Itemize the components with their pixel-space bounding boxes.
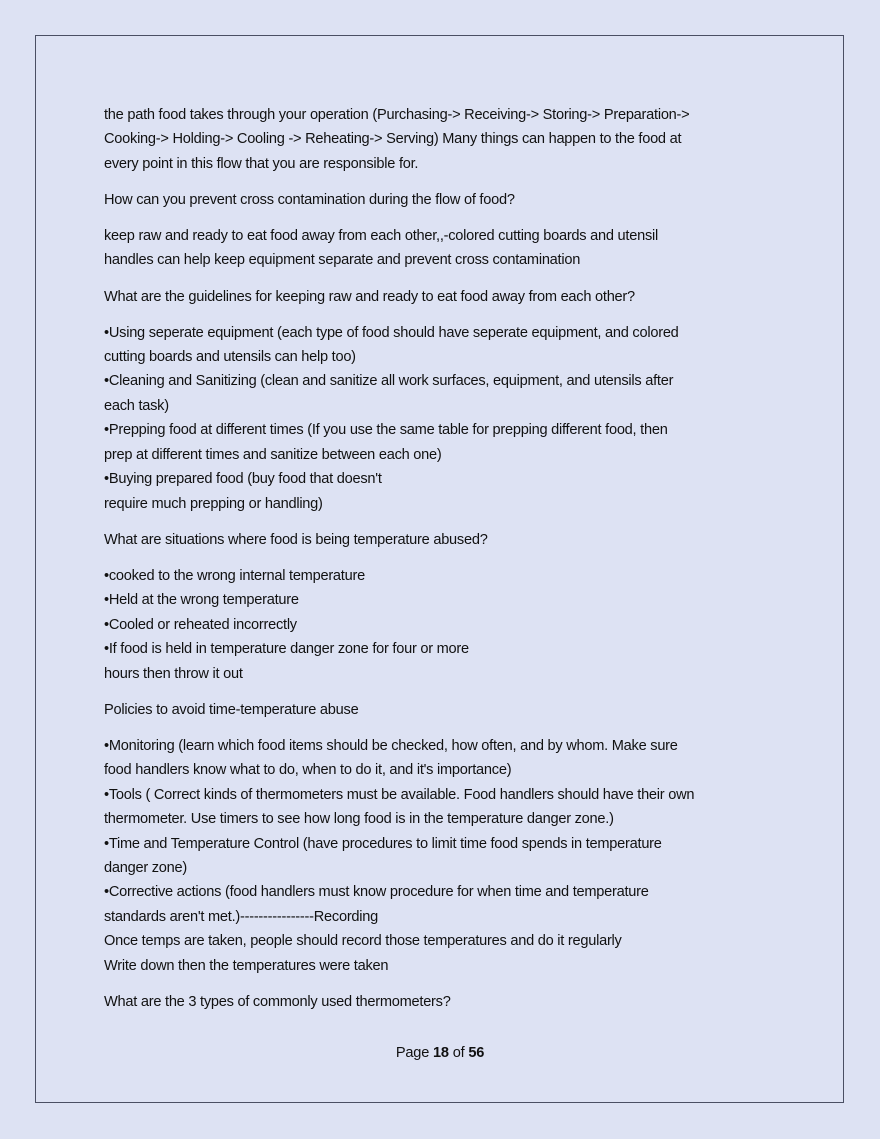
text-line: •Prepping food at different times (If you use the same table for prepping different food, then xyxy=(104,422,668,439)
text-line: Write down then the temperatures were taken xyxy=(104,957,389,974)
text-line: every point in this flow that you are responsible for. xyxy=(104,155,419,172)
text-line: How can you prevent cross contamination during the flow of food? xyxy=(104,191,515,208)
paragraph xyxy=(104,734,804,979)
text-line: the path food takes through your operation (Purchasing-> Receiving-> Storing-> Preparation-> xyxy=(104,107,690,123)
text-line: food handlers know what to do, when to do it, and it's importance) xyxy=(104,762,512,779)
paragraph xyxy=(104,528,804,552)
text-line: •Cooled or reheated incorrectly xyxy=(104,616,297,633)
text-line: •Tools ( Correct kinds of thermometers must be available. Food handlers should have their own xyxy=(104,786,695,803)
current-page: 18 xyxy=(432,1045,449,1061)
text-line: What are the guidelines for keeping raw and ready to eat food away from each other? xyxy=(104,288,635,305)
text-line: handles can help keep equipment separate and prevent cross contamination xyxy=(104,252,581,269)
text-line: •Time and Temperature Control (have procedures to limit time food spends in temperature xyxy=(104,835,662,852)
text-line: •Corrective actions (food handlers must know procedure for when time and temperature xyxy=(104,884,649,901)
text-line: What are the 3 types of commonly used thermometers? xyxy=(104,993,451,1010)
paragraph xyxy=(104,564,804,686)
text-line: prep at different times and sanitize between each one) xyxy=(104,446,442,463)
paragraph xyxy=(104,990,804,1014)
paragraph xyxy=(104,103,804,176)
paragraph xyxy=(104,321,804,517)
text-line: each task) xyxy=(104,397,169,414)
text-line: •Held at the wrong temperature xyxy=(104,592,299,609)
text-line: cutting boards and utensils can help too) xyxy=(104,349,356,365)
paragraph xyxy=(104,224,804,273)
text-line: require much prepping or handling) xyxy=(104,495,323,512)
text-line: danger zone) xyxy=(104,859,188,876)
page-number-footer xyxy=(0,1045,880,1061)
text-line: What are situations where food is being temperature abused? xyxy=(104,531,488,548)
text-line: •Buying prepared food (buy food that doesn't xyxy=(104,471,382,488)
text-line: Policies to avoid time-temperature abuse xyxy=(104,701,359,718)
text-line: Cooking-> Holding-> Cooling -> Reheating-> Serving) Many things can happen to the food at xyxy=(104,131,682,148)
page-label: Page xyxy=(395,1045,430,1061)
text-line: •Cleaning and Sanitizing (clean and sanitize all work surfaces, equipment, and utensils after xyxy=(104,373,674,390)
text-line: standards aren't met.)----------------Recording xyxy=(104,908,379,925)
document-body xyxy=(104,103,804,1026)
text-line: thermometer. Use timers to see how long food is in the temperature danger zone.) xyxy=(104,811,614,828)
paragraph xyxy=(104,698,804,722)
paragraph xyxy=(104,285,804,309)
paragraph xyxy=(104,188,804,212)
text-line: •Monitoring (learn which food items should be checked, how often, and by whom. Make sure xyxy=(104,737,678,754)
text-line: hours then throw it out xyxy=(104,665,243,682)
text-line: •cooked to the wrong internal temperature xyxy=(104,567,365,584)
text-line: •If food is held in temperature danger zone for four or more xyxy=(104,641,469,658)
text-line: •Using seperate equipment (each type of food should have seperate equipment, and colored xyxy=(104,324,679,341)
total-pages: 56 xyxy=(468,1045,485,1061)
text-line: Once temps are taken, people should record those temperatures and do it regularly xyxy=(104,933,622,950)
of-label: of xyxy=(452,1045,465,1061)
text-line: keep raw and ready to eat food away from each other,,-colored cutting boards and utensil xyxy=(104,228,658,244)
